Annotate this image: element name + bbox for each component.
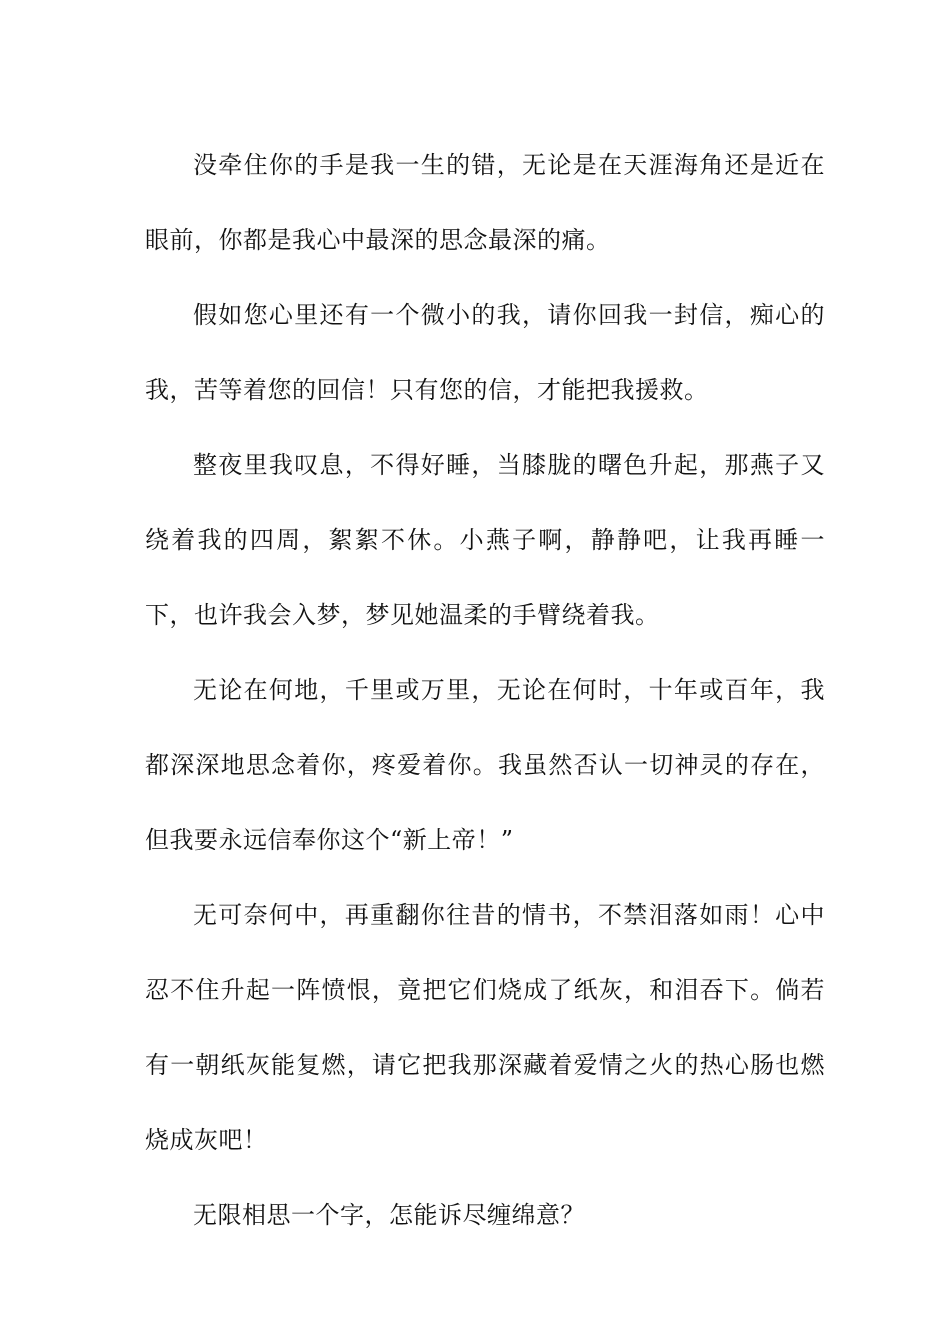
paragraph-3: 整夜里我叹息，不得好睡，当膝胧的曙色升起，那燕子又绕着我的四周，絮絮不休。小燕子啊，静静吧，让我再睡一下，也许我会入梦，梦见她温柔的手臂绕着我。 [145,451,825,629]
paragraph-6: 无限相思一个字，怎能诉尽缠绵意？ [193,1201,585,1229]
paragraph-5: 无可奈何中，再重翻你往昔的情书，不禁泪落如雨！心中忍不住升起一阵愤恨，竟把它们烧成了纸灰，和泪吞下。倘若有一朝纸灰能复燃，请它把我那深藏着爱情之火的热心肠也燃烧成灰吧！ [145,901,825,1154]
paragraph-4: 无论在何地，千里或万里，无论在何时，十年或百年，我都深深地思念着你，疼爱着你。我虽然否认一切神灵的存在，但我要永远信奉你这个“新上帝！” [145,676,825,854]
paragraph-1: 没牵住你的手是我一生的错，无论是在天涯海角还是近在眼前，你都是我心中最深的思念最深的痛。 [145,151,825,254]
paragraph-2: 假如您心里还有一个微小的我，请你回我一封信，痴心的我，苦等着您的回信！只有您的信，才能把我援救。 [145,301,825,404]
document-body [145,128,825,1253]
